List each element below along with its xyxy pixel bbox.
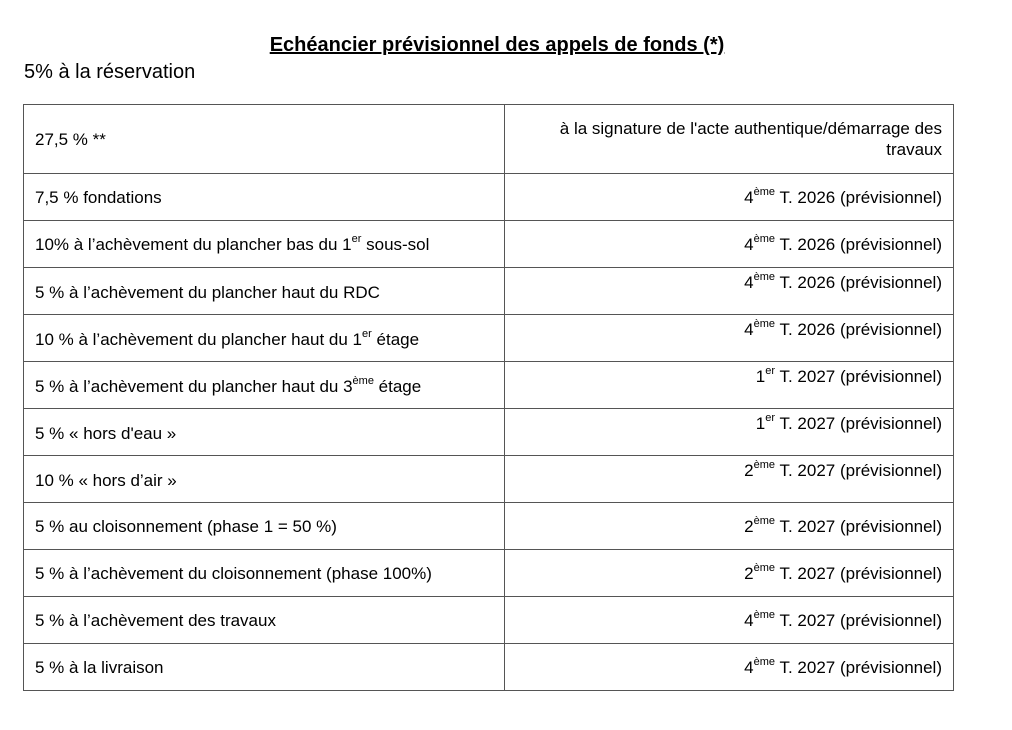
due-period-cell: à la signature de l'acte authentique/démarrage des travaux (505, 105, 954, 174)
installment-cell: 5 % au cloisonnement (phase 1 = 50 %) (24, 503, 505, 550)
installment-cell: 5 % à l’achèvement des travaux (24, 597, 505, 644)
table-row (24, 221, 954, 268)
table-row (24, 550, 954, 597)
table-row (24, 597, 954, 644)
table-row (24, 268, 954, 315)
table-row (24, 409, 954, 456)
due-period-cell: 2ème T. 2027 (prévisionnel) (505, 550, 954, 597)
installment-cell: 10% à l’achèvement du plancher bas du 1er sous-sol (24, 221, 505, 268)
due-period-cell: 4ème T. 2026 (prévisionnel) (505, 268, 954, 315)
table-row (24, 456, 954, 503)
table-row (24, 644, 954, 691)
installment-cell: 10 % « hors d’air » (24, 456, 505, 503)
due-period-cell: 4ème T. 2027 (prévisionnel) (505, 644, 954, 691)
due-period-cell: 2ème T. 2027 (prévisionnel) (505, 456, 954, 503)
table-row (24, 362, 954, 409)
due-period-cell: 2ème T. 2027 (prévisionnel) (505, 503, 954, 550)
table-row (24, 105, 954, 174)
table-row (24, 503, 954, 550)
due-period-cell: 4ème T. 2026 (prévisionnel) (505, 221, 954, 268)
due-period-cell: 4ème T. 2026 (prévisionnel) (505, 315, 954, 362)
table-row (24, 174, 954, 221)
installment-cell: 27,5 % ** (24, 105, 505, 174)
installment-cell: 7,5 % fondations (24, 174, 505, 221)
installment-cell: 5 % à la livraison (24, 644, 505, 691)
payment-schedule-table (23, 104, 954, 691)
due-period-cell: 1er T. 2027 (prévisionnel) (505, 409, 954, 456)
installment-cell: 5 % à l’achèvement du cloisonnement (phase 100%) (24, 550, 505, 597)
installment-cell: 5 % « hors d'eau » (24, 409, 505, 456)
installment-cell: 10 % à l’achèvement du plancher haut du 1er étage (24, 315, 505, 362)
installment-cell: 5 % à l’achèvement du plancher haut du 3ème étage (24, 362, 505, 409)
due-period-cell: 4ème T. 2026 (prévisionnel) (505, 174, 954, 221)
due-period-cell: 4ème T. 2027 (prévisionnel) (505, 597, 954, 644)
page-title: Echéancier prévisionnel des appels de fonds (*) (269, 34, 725, 56)
reservation-line: 5% à la réservation (24, 61, 196, 83)
installment-cell: 5 % à l’achèvement du plancher haut du RDC (24, 268, 505, 315)
due-period-cell: 1er T. 2027 (prévisionnel) (505, 362, 954, 409)
table-row (24, 315, 954, 362)
